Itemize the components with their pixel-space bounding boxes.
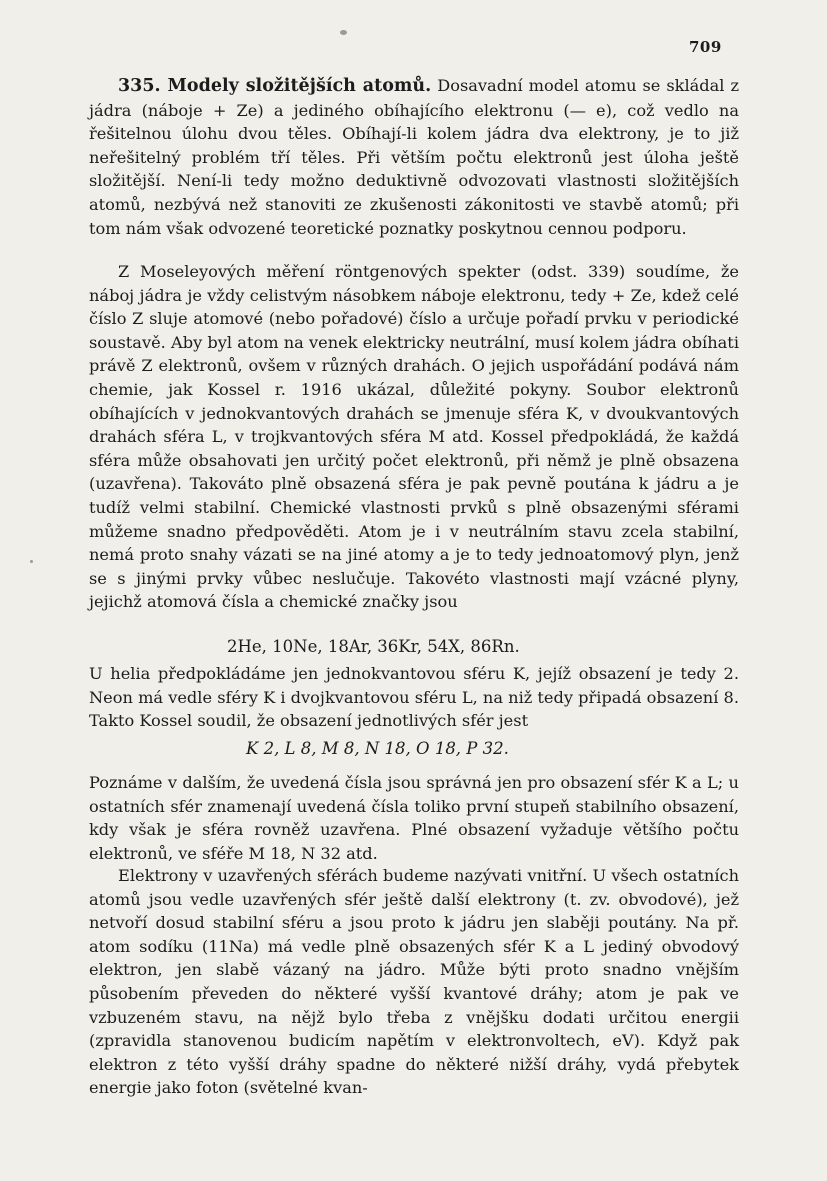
scan-speck: [340, 30, 347, 35]
paragraph-intro-body: Dosavadní model atomu se skládal z jádra (náboje + Ze) a jediného obíhajícího elektronu (— e), což vedlo na řešitelnou úlohu dvou těles. Obíhají-li kolem jádra dva elektrony, je to již neřešitelný problém tří těles. Při větším počtu elektronů jest úloha ještě složitější. Není-li tedy možno deduktivně odvozovati vlastnosti složitějších atomů, nezbývá než stanoviti ze zkušenosti zákonitosti ve stavbě atomů; při tom nám však odvozené teoretické poznatky poskytnou cennou podporu.: [89, 76, 739, 238]
shell-occupancy-formula: K 2, L 8, M 8, N 18, O 18, P 32.: [246, 739, 509, 758]
paragraph-intro: [89, 74, 739, 240]
paragraph-shell-numbers: [89, 771, 739, 865]
paragraph-moseley-text: Z Moseleyových měření röntgenových spekter (odst. 339) soudíme, že náboj jádra je vždy celistvým násobkem náboje elektronu, tedy + Ze, kdež celé číslo Z sluje atomové (nebo pořadové) číslo a určuje pořadí prvku v periodické soustavě. Aby byl atom na venek elektricky neutrální, musí kolem jádra obíhati právě Z elektronů, ovšem v různých drahách. O jejich uspořádání podává nám chemie, jak Kossel r. 1916 ukázal, důležité pokyny. Soubor elektronů obíhajících v jednokvantových drahách se jmenuje sféra K, v dvoukvantových drahách sféra L, v trojkvantových sféra M atd. Kossel předpokládá, že každá sféra může obsahovati jen určitý počet elektronů, při němž je plně obsazena (uzavřena). Takováto plně obsazená sféra je pak pevně poutána k jádru a je tudíž velmi stabilní. Chemické vlastnosti prvků s plně obsazenými sférami můžeme snadno předpověděti. Atom je i v neutrálním stavu zcela stabilní, nemá proto snahy vázati se na jiné atomy a je to tedy jednoatomový plyn, jenž se s jinými prvky vůbec neslučuje. Takovéto vlastnosti mají vzácné plyny, jejichž atomová čísla a chemické značky jsou: [89, 262, 739, 612]
paragraph-helium-text: U helia předpokládáme jen jednokvantovou sféru K, jejíž obsazení je tedy 2. Neon má vedle sféry K i dvojkvantovou sféru L, na niž tedy připadá obsazení 8. Takto Kossel soudil, že obsazení jednotlivých sfér jest: [89, 664, 739, 731]
paragraph-helium: [89, 662, 739, 733]
scan-speck: [30, 560, 33, 563]
noble-gases-formula: 2He, 10Ne, 18Ar, 36Kr, 54X, 86Rn.: [227, 637, 520, 656]
paragraph-intro-text: [89, 74, 739, 240]
paragraph-shell-numbers-text: Poznáme v dalším, že uvedená čísla jsou správná jen pro obsazení sfér K a L; u ostatních sfér znamenají uvedená čísla toliko první stupeň stabilního obsazení, kdy však je sféra rovněž uzavřena. Plné obsazení vyžaduje většího počtu elektronů, ve sféře M 18, N 32 atd.: [89, 773, 739, 863]
section-title: 335. Modely složitějších atomů.: [118, 76, 432, 96]
page-number: 709: [689, 38, 722, 56]
paragraph-electrons: [89, 864, 739, 1100]
paragraph-moseley: [89, 260, 739, 614]
paragraph-electrons-text: Elektrony v uzavřených sférách budeme nazývati vnitřní. U všech ostatních atomů jsou vedle uzavřených sfér ještě další elektrony (t. zv. obvodové), jež netvoří dosud stabilní sféru a jsou proto k jádru jen slaběji poutány. Na př. atom sodíku (11Na) má vedle plně obsazených sfér K a L jediný obvodový elektron, jen slabě vázaný na jádro. Může býti proto snadno vnějším působením převeden do některé vyšší kvantové dráhy; atom je pak ve vzbuzeném stavu, na nějž bylo třeba z vnějšku dodati určitou energii (zpravidla stanovenou budicím napětím v elektronvoltech, eV). Když pak elektron z této vyšší dráhy spadne do některé nižší dráhy, vydá přebytek energie jako foton (světelné kvan-: [89, 866, 739, 1098]
